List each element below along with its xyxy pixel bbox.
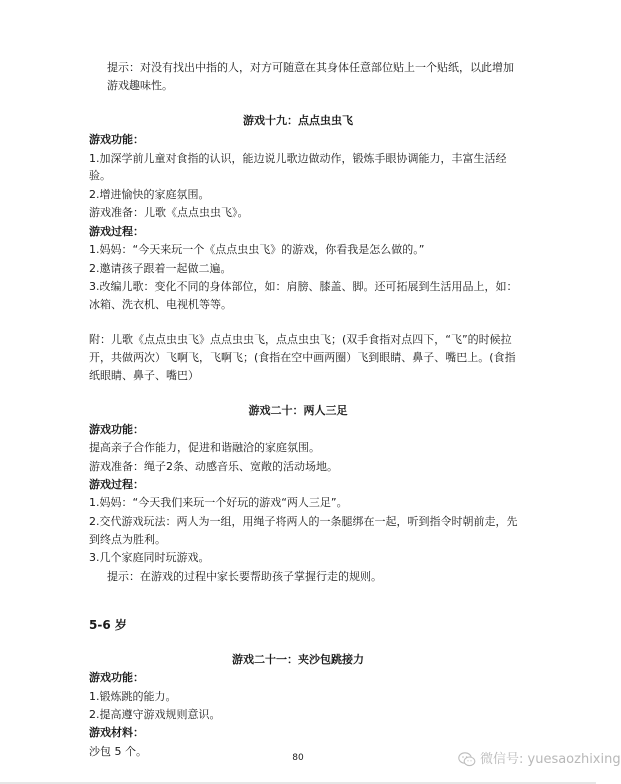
body-line: 沙包 5 个。 (89, 745, 147, 758)
watermark-text: 微信号: yuesaozhixing (480, 751, 621, 767)
appendix-line: 纸眼睛、鼻子、嘴巴） (89, 369, 199, 382)
appendix-line: 开，共做两次）飞啊飞，飞啊飞；(食指在空中画两圈）飞到眼睛、鼻子、嘴巴上。(食指 (89, 351, 516, 364)
body-line: 1.妈妈：“今天来玩一个《点点虫虫飞》的游戏，你看我是怎么做的。” (89, 243, 425, 256)
page-number: 80 (292, 753, 304, 763)
section-label: 游戏功能： (89, 133, 144, 146)
body-line: 2.增进愉快的家庭氛围。 (89, 188, 210, 201)
body-line: 游戏准备：绳子2条、动感音乐、宽敞的活动场地。 (89, 460, 338, 473)
tip-text: 提示：在游戏的过程中家长要帮助孩子掌握行走的规则。 (107, 570, 382, 583)
game-title: 游戏十九：点点虫虫飞 (243, 114, 353, 127)
watermark (458, 752, 621, 767)
body-line: 1.妈妈：“今天我们来玩一个好玩的游戏“两人三足”。 (89, 496, 348, 509)
body-line: 3.改编儿歌：变化不同的身体部位，如：肩膀、膝盖、脚。还可拓展到生活用品上，如： (89, 280, 518, 293)
section-label: 游戏材料： (89, 726, 144, 739)
section-label: 游戏功能： (89, 671, 144, 684)
section-label: 游戏过程： (89, 225, 144, 238)
game-title: 游戏二十一：夹沙包跳接力 (232, 653, 364, 666)
body-line: 2.交代游戏玩法：两人为一组，用绳子将两人的一条腿绑在一起，听到指令时朝前走，先 (89, 515, 518, 528)
body-line: 提高亲子合作能力，促进和谐融洽的家庭氛围。 (89, 441, 320, 454)
section-label: 游戏过程： (89, 478, 144, 491)
body-line: 1.加深学前儿童对食指的认识，能边说儿歌边做动作，锻炼手眼协调能力，丰富生活经 (89, 152, 507, 165)
game-title: 游戏二十：两人三足 (248, 404, 348, 417)
body-line: 2.邀请孩子跟着一起做二遍。 (89, 262, 232, 275)
body-line: 到终点为胜利。 (89, 533, 166, 546)
body-line: 验。 (89, 169, 111, 182)
body-line: 3.几个家庭同时玩游戏。 (89, 551, 210, 564)
body-line: 游戏准备：儿歌《点点虫虫飞》。 (89, 206, 249, 219)
wechat-icon (458, 752, 476, 767)
age-heading: 5-6 岁 (89, 618, 127, 632)
tip-text-cont: 游戏趣味性。 (107, 79, 173, 92)
section-label: 游戏功能： (89, 423, 144, 436)
body-line: 1.锻炼跳的能力。 (89, 690, 177, 703)
tip-text: 提示：对没有找出中指的人，对方可随意在其身体任意部位贴上一个贴纸，以此增加 (107, 61, 514, 74)
body-line: 冰箱、洗衣机、电视机等等。 (89, 298, 232, 311)
appendix-line: 附：儿歌《点点虫虫飞》点点虫虫飞，点点虫虫飞；(双手食指对点四下，“飞”的时候拉 (89, 333, 512, 346)
body-line: 2.提高遵守游戏规则意识。 (89, 708, 221, 721)
